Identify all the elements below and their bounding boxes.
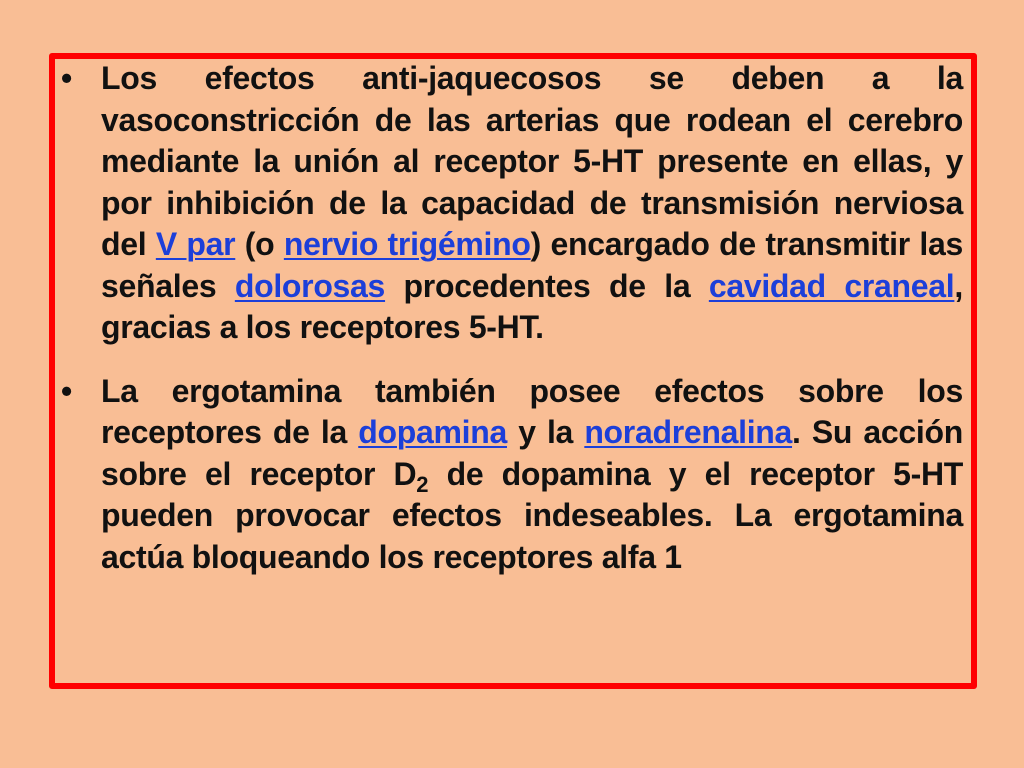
bullet-text: La ergotamina también posee efectos sobre los receptores de la	[101, 372, 963, 450]
bullet-text: Los efectos anti-jaquecosos se deben a la vasoconstricción de las arterias que rodean el cerebro mediante la unión al receptor 5-HT presente en ellas, y por inhibición de la capacidad de transmisión nerviosa del	[101, 60, 963, 262]
bullet-item-1	[101, 58, 963, 349]
bullet-text: de dopamina y el receptor 5-HT pueden provocar efectos indeseables. La ergotamina actúa bloqueando los receptores alfa 1	[101, 455, 963, 575]
bullet-text: , gracias a los receptores 5-HT.	[101, 267, 963, 345]
link-nervio-trigemino[interactable]: nervio trigémino	[283, 226, 531, 262]
bullet-item-2	[101, 371, 963, 579]
link-cavidad-craneal[interactable]: cavidad craneal	[708, 267, 955, 304]
bullet-text: procedentes de la	[385, 267, 709, 304]
bullet-text: (o	[235, 226, 284, 262]
link-v-par[interactable]: V par	[155, 226, 236, 262]
link-dopamina[interactable]: dopamina	[358, 414, 507, 450]
bullet-text: y la	[506, 414, 585, 450]
link-noradrenalina[interactable]: noradrenalina	[584, 414, 793, 450]
bullet-text: . Su acción sobre el receptor D	[101, 414, 963, 492]
link-dolorosas[interactable]: dolorosas	[234, 267, 386, 304]
subscript-2: 2	[416, 471, 429, 497]
bullet-list	[101, 58, 963, 600]
bullet-text: ) encargado de transmitir las señales	[101, 226, 963, 304]
